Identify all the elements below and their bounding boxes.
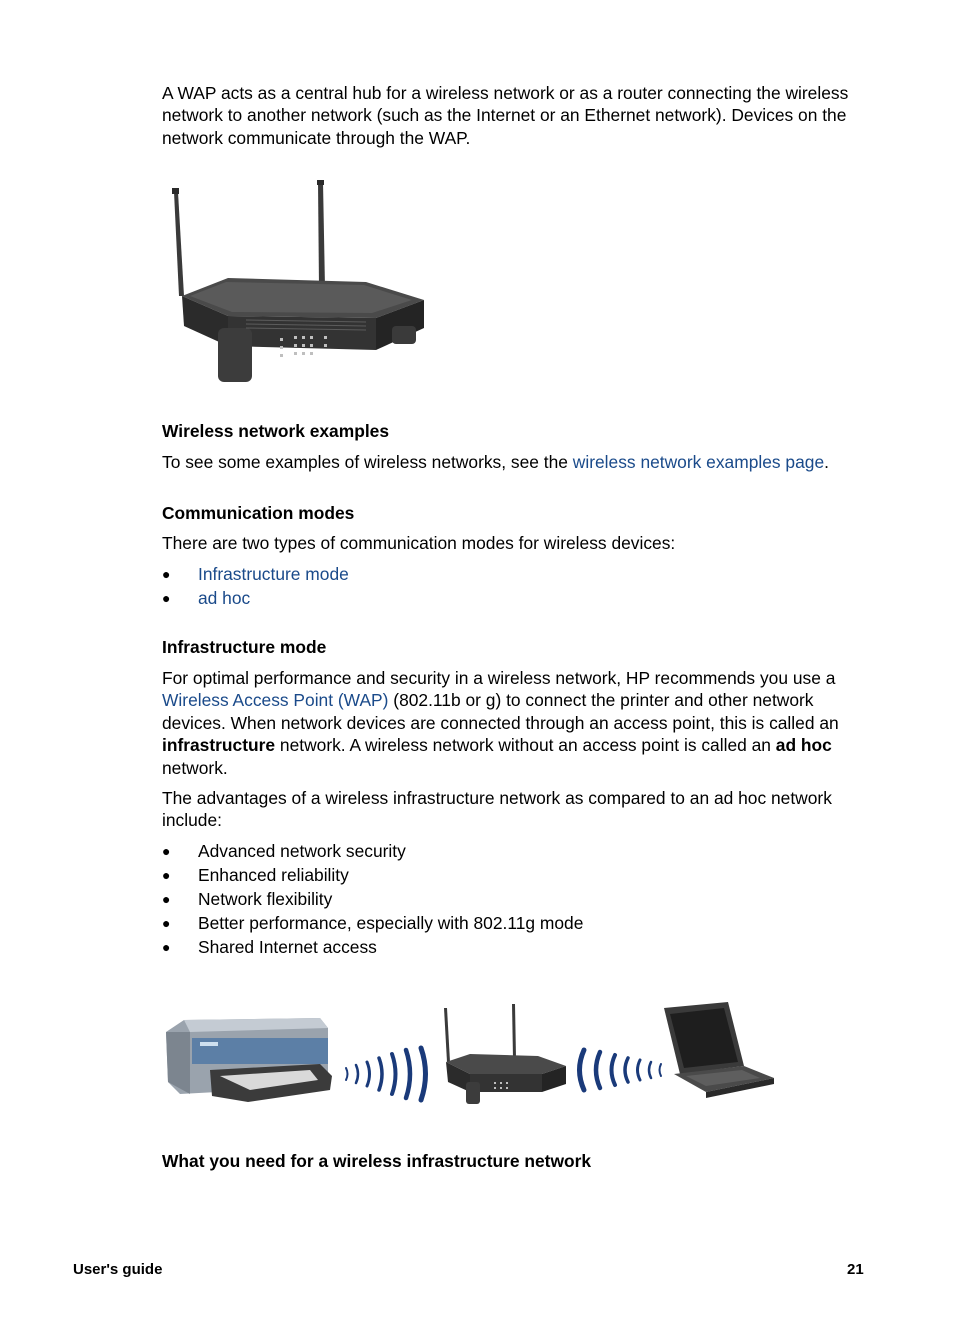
infrastructure-paragraph-1: [162, 667, 874, 779]
advantages-list: [162, 840, 583, 960]
infra-text-a: For optimal performance and security in a wireless network, HP recommends you use a: [162, 668, 836, 688]
printer-icon: [166, 1018, 332, 1102]
infra-text-d: network.: [162, 757, 228, 778]
bullet-icon: ●: [162, 566, 171, 582]
infra-text-b: (802.11b or g) to connect the printer and other network devices. When network devices are connected through an access point, this is called an: [162, 690, 839, 733]
examples-text: To see some examples of wireless networks, see the: [162, 452, 573, 472]
examples-link[interactable]: wireless network examples page: [572, 452, 825, 472]
laptop-icon: [664, 1002, 774, 1098]
wireless-router-illustration: [166, 178, 428, 388]
bullet-icon: ●: [162, 939, 171, 955]
bullet-icon: ●: [162, 915, 171, 931]
signal-waves-right-icon: [580, 1050, 662, 1090]
list-item: [162, 912, 583, 936]
bullet-icon: ●: [162, 843, 171, 859]
advantage-text: Advanced network security: [198, 841, 406, 861]
advantage-text: Better performance, especially with 802.11g mode: [198, 913, 584, 933]
infrastructure-heading: Infrastructure mode: [162, 637, 327, 657]
list-item: [162, 563, 349, 587]
list-item: [162, 840, 583, 864]
wireless-router-icon: [444, 1004, 566, 1104]
footer-guide-title: User's guide: [73, 1261, 163, 1278]
bullet-icon: ●: [162, 867, 171, 883]
bullet-icon: ●: [162, 590, 171, 606]
modes-list: [162, 563, 349, 611]
examples-heading: Wireless network examples: [162, 421, 389, 441]
advantage-text: Network flexibility: [198, 889, 333, 909]
advantage-text: Enhanced reliability: [198, 865, 349, 885]
list-item: [162, 864, 583, 888]
wap-link[interactable]: Wireless Access Point (WAP): [162, 690, 389, 711]
infra-text-c: network. A wireless network without an access point is called an: [275, 735, 776, 756]
examples-paragraph: [162, 451, 874, 473]
list-item: [162, 888, 583, 912]
bullet-icon: ●: [162, 891, 171, 907]
examples-period: .: [824, 452, 829, 472]
infra-bold-infrastructure: infrastructure: [162, 735, 276, 756]
signal-waves-left-icon: [346, 1048, 426, 1100]
modes-paragraph: There are two types of communication modes for wireless devices:: [162, 533, 676, 553]
page-number: 21: [847, 1261, 864, 1278]
list-item: [162, 587, 349, 611]
list-item: [162, 936, 583, 960]
requirements-heading: What you need for a wireless infrastructure network: [162, 1151, 592, 1171]
modes-heading: Communication modes: [162, 503, 355, 523]
infra-bold-ad-hoc: ad hoc: [775, 735, 832, 756]
intro-paragraph: A WAP acts as a central hub for a wireless network or as a router connecting the wireless network to another network (such as the Internet or an Ethernet network). Devices on the network communicate through the WAP.: [162, 83, 849, 148]
ad-hoc-link[interactable]: ad hoc: [198, 588, 251, 608]
infrastructure-paragraph-2: The advantages of a wireless infrastructure network as compared to an ad hoc network include:: [162, 788, 832, 831]
infrastructure-mode-link[interactable]: Infrastructure mode: [198, 564, 349, 584]
advantage-text: Shared Internet access: [198, 937, 377, 957]
infrastructure-network-illustration: [160, 998, 780, 1110]
